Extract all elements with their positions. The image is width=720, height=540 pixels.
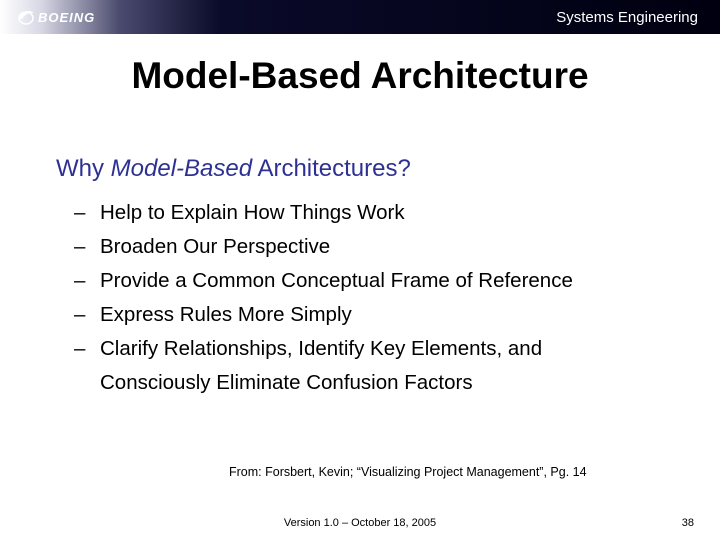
footer-version: Version 1.0 – October 18, 2005: [283, 517, 437, 529]
bullet-dash: –: [74, 269, 86, 292]
bullet-text: Clarify Relationships, Identify Key Elements, and: [100, 337, 543, 360]
header-bar: [0, 0, 720, 34]
list-item: [74, 230, 573, 264]
bullet-dash: –: [74, 235, 86, 258]
bullet-dash: –: [74, 337, 86, 360]
heading-part-1: Why: [56, 155, 111, 182]
svg-text:BOEING: BOEING: [38, 10, 96, 25]
header-title: Systems Engineering: [556, 9, 698, 26]
bullet-text: Broaden Our Perspective: [100, 235, 331, 258]
bullet-text: Help to Explain How Things Work: [100, 201, 405, 224]
bullet-dash: –: [74, 303, 86, 326]
heading-part-3: Architectures?: [252, 155, 411, 182]
list-item: [74, 264, 573, 298]
bullet-dash: –: [74, 201, 86, 224]
slide-title: Model-Based Architecture: [131, 55, 589, 96]
heading-emphasis: Model-Based: [110, 155, 253, 182]
boeing-logo: [16, 7, 136, 27]
section-heading: [56, 155, 411, 183]
list-item: [74, 196, 573, 230]
citation: From: Forsbert, Kevin; “Visualizing Project Management”, Pg. 14: [229, 465, 587, 479]
bullet-list: [74, 196, 573, 400]
page-number: 38: [681, 517, 694, 529]
list-item: [74, 298, 573, 332]
bullet-text: Provide a Common Conceptual Frame of Reference: [100, 269, 573, 292]
list-item: [74, 332, 573, 400]
bullet-text: Express Rules More Simply: [100, 303, 352, 326]
bullet-continuation: Consciously Eliminate Confusion Factors: [100, 371, 473, 394]
